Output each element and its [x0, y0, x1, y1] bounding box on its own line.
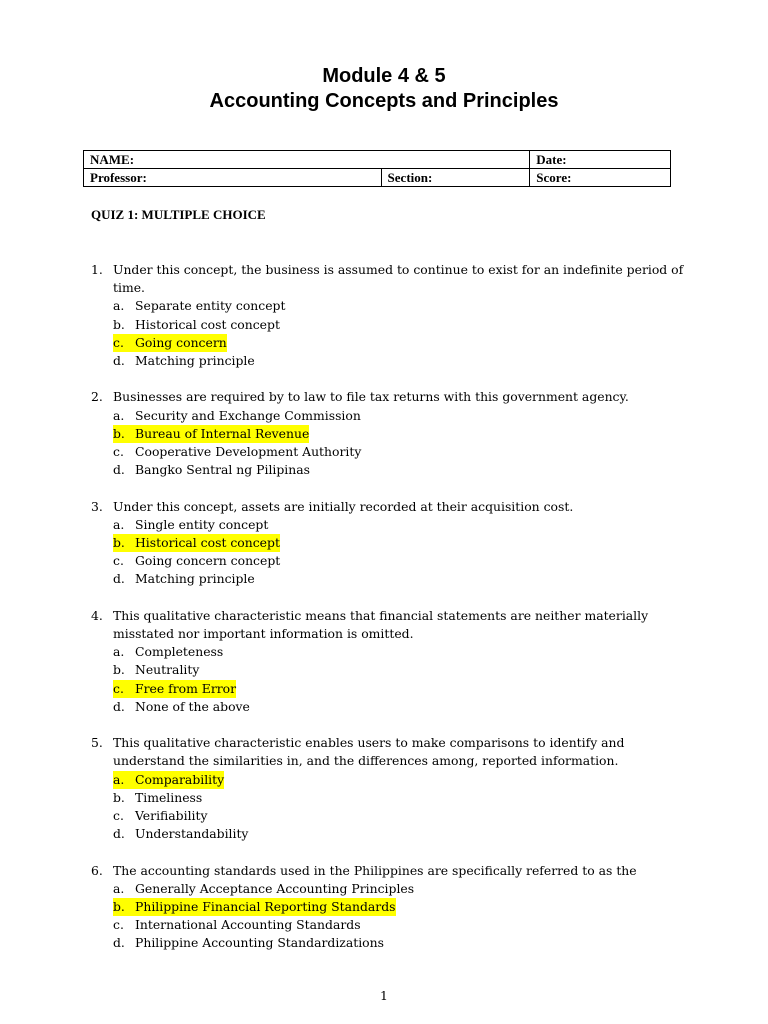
choice-text: None of the above — [135, 698, 250, 714]
choice-text: Bangko Sentral ng Pilipinas — [135, 462, 310, 478]
question-number: 6. — [91, 862, 103, 878]
choice-letter: d. — [113, 826, 125, 842]
choice-letter: c. — [113, 553, 124, 569]
choice-text: Security and Exchange Commission — [135, 407, 361, 423]
choice-text: Historical cost concept — [135, 316, 280, 332]
choice-text: Going concern — [135, 334, 227, 350]
choice-letter: d. — [113, 353, 125, 369]
choice-content — [113, 352, 255, 370]
answer-choice — [91, 680, 691, 698]
question-list — [91, 261, 691, 971]
choice-text: Philippine Financial Reporting Standards — [135, 899, 396, 915]
highlighted-answer — [113, 898, 396, 916]
choice-content — [113, 516, 268, 534]
answer-choice — [91, 807, 691, 825]
choice-letter: a. — [113, 516, 125, 532]
choice-letter: a. — [113, 771, 125, 787]
question-number: 1. — [91, 262, 103, 277]
page-number: 1 — [380, 988, 388, 1003]
choice-content — [113, 661, 199, 679]
document-title — [0, 64, 768, 114]
choice-letter: b. — [113, 425, 125, 441]
info-row-name — [84, 151, 671, 169]
answer-choice — [91, 534, 691, 552]
question-item — [91, 498, 691, 589]
name-cell: NAME: — [84, 151, 530, 169]
answer-choice — [91, 407, 691, 425]
answer-choice — [91, 570, 691, 588]
choice-letter: a. — [113, 880, 125, 896]
question-number: 5. — [91, 735, 103, 751]
answer-choice — [91, 461, 691, 479]
question-item — [91, 862, 691, 953]
question-text: This qualitative characteristic enables users to make comparisons to identify and understand the similarities in, and the differences among, reported information. — [113, 735, 625, 769]
info-row-professor — [84, 169, 671, 187]
professor-cell: Professor: — [84, 169, 382, 187]
question-text: Under this concept, the business is assumed to continue to exist for an indefinite period of time. — [113, 262, 684, 296]
question-number: 4. — [91, 607, 103, 623]
choice-content — [113, 934, 384, 952]
answer-choice — [91, 443, 691, 461]
choice-text: Philippine Accounting Standardizations — [135, 935, 384, 951]
choice-text: Understandability — [135, 826, 249, 842]
choice-letter: a. — [113, 407, 125, 423]
choice-text: Bureau of Internal Revenue — [135, 425, 310, 441]
answer-choice — [91, 698, 691, 716]
answer-choice — [91, 352, 691, 370]
choice-letter: c. — [113, 444, 124, 460]
question-stem — [91, 498, 691, 516]
choice-text: Single entity concept — [135, 516, 269, 532]
choice-text: Going concern concept — [135, 553, 281, 569]
question-stem — [91, 862, 691, 880]
choice-letter: c. — [113, 917, 124, 933]
choice-text: Separate entity concept — [135, 298, 286, 314]
question-stem — [91, 388, 691, 406]
choice-content — [113, 825, 248, 843]
choice-letter: d. — [113, 935, 125, 951]
choice-letter: c. — [113, 808, 124, 824]
choice-letter: b. — [113, 662, 125, 678]
answer-choice — [91, 934, 691, 952]
highlighted-answer — [113, 534, 280, 552]
answer-choice — [91, 880, 691, 898]
question-text: This qualitative characteristic means that financial statements are neither materially misstated nor important information is omitted. — [113, 607, 649, 642]
choice-content — [113, 461, 310, 479]
question-item — [91, 607, 691, 716]
quiz-heading: QUIZ 1: MULTIPLE CHOICE — [91, 207, 266, 222]
choice-text: Historical cost concept — [135, 535, 280, 551]
answer-choice — [91, 552, 691, 570]
choice-content — [113, 570, 255, 588]
choice-text: Generally Acceptance Accounting Principles — [135, 880, 415, 896]
question-number: 2. — [91, 389, 103, 405]
question-text: Under this concept, assets are initially recorded at their acquisition cost. — [113, 498, 574, 514]
highlighted-answer — [113, 334, 227, 352]
answer-choice — [91, 425, 691, 443]
choice-letter: a. — [113, 644, 125, 660]
answer-choice — [91, 334, 691, 352]
choice-text: Cooperative Development Authority — [135, 444, 362, 460]
choice-text: Completeness — [135, 644, 224, 660]
choice-text: Verifiability — [135, 808, 208, 824]
answer-choice — [91, 898, 691, 916]
student-info-table — [83, 150, 671, 187]
choice-content — [113, 552, 280, 570]
score-cell: Score: — [530, 169, 671, 187]
choice-letter: b. — [113, 789, 125, 805]
choice-letter: b. — [113, 899, 125, 915]
choice-letter: d. — [113, 462, 125, 478]
section-cell: Section: — [381, 169, 530, 187]
question-item — [91, 261, 691, 370]
question-stem — [91, 261, 691, 297]
choice-content — [113, 297, 285, 315]
choice-text: Neutrality — [135, 662, 200, 678]
choice-content — [113, 643, 223, 661]
answer-choice — [91, 916, 691, 934]
choice-text: Matching principle — [135, 353, 255, 369]
answer-choice — [91, 643, 691, 661]
question-number: 3. — [91, 498, 103, 514]
question-text: The accounting standards used in the Philippines are specifically referred to as the — [113, 862, 637, 878]
choice-text: Matching principle — [135, 571, 255, 587]
choice-letter: d. — [113, 571, 125, 587]
question-text: Businesses are required by to law to file tax returns with this government agency. — [113, 389, 629, 405]
question-stem — [91, 734, 691, 770]
choice-text: International Accounting Standards — [135, 917, 361, 933]
choice-letter: a. — [113, 298, 125, 314]
choice-letter: b. — [113, 535, 125, 551]
choice-text: Comparability — [135, 771, 225, 787]
answer-choice — [91, 825, 691, 843]
question-item — [91, 388, 691, 479]
choice-content — [113, 443, 361, 461]
answer-choice — [91, 297, 691, 315]
choice-content — [113, 880, 414, 898]
choice-letter: c. — [113, 680, 124, 696]
answer-choice — [91, 316, 691, 334]
choice-content — [113, 316, 280, 334]
choice-text: Free from Error — [135, 680, 237, 696]
title-line-1: Module 4 & 5 — [322, 65, 446, 87]
choice-letter: c. — [113, 334, 124, 350]
choice-text: Timeliness — [135, 789, 203, 805]
highlighted-answer — [113, 771, 224, 789]
answer-choice — [91, 516, 691, 534]
highlighted-answer — [113, 425, 309, 443]
choice-letter: b. — [113, 316, 125, 332]
title-line-2: Accounting Concepts and Principles — [209, 90, 559, 112]
question-stem — [91, 607, 691, 643]
choice-content — [113, 698, 250, 716]
choice-letter: d. — [113, 698, 125, 714]
choice-content — [113, 916, 361, 934]
answer-choice — [91, 661, 691, 679]
answer-choice — [91, 771, 691, 789]
date-cell: Date: — [530, 151, 671, 169]
choice-content — [113, 789, 202, 807]
choice-content — [113, 407, 361, 425]
question-item — [91, 734, 691, 843]
highlighted-answer — [113, 680, 236, 698]
answer-choice — [91, 789, 691, 807]
choice-content — [113, 807, 207, 825]
